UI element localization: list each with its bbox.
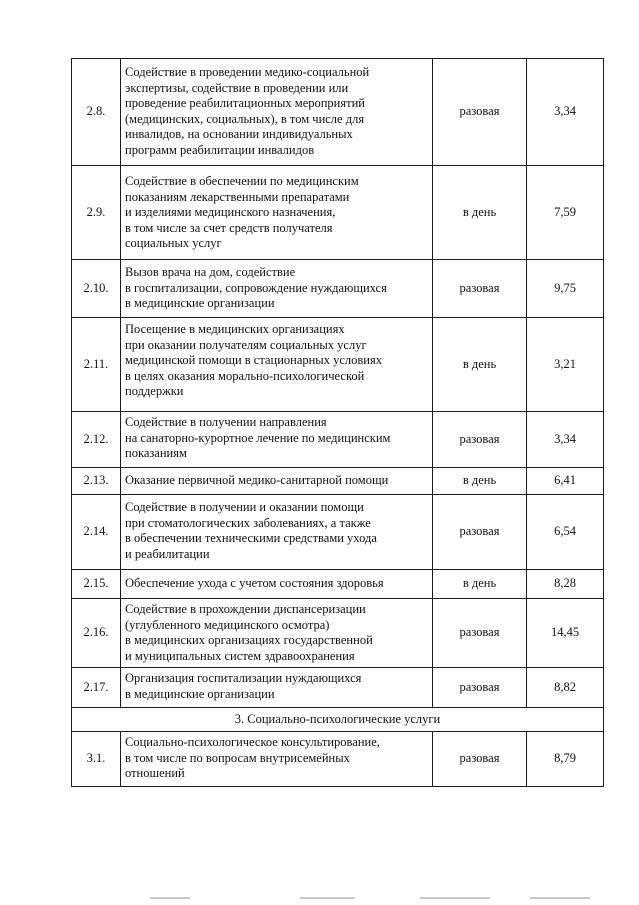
service-number: 2.17. (72, 668, 121, 708)
service-name-line: Содействие в обеспечении по медицинским (125, 174, 359, 188)
service-number: 2.8. (72, 59, 121, 166)
service-name-line: показаниям (125, 446, 187, 460)
service-price: 14,45 (527, 599, 604, 668)
service-name-line: программ реабилитации инвалидов (125, 142, 315, 157)
scan-edge-marks (0, 893, 639, 905)
service-price: 3,21 (527, 318, 604, 412)
service-name-line: в том числе за счет средств получателя (125, 220, 333, 235)
service-name-line: при оказании получателям социальных услуг (125, 337, 367, 352)
service-name-line: проведение реабилитационных мероприятий (125, 96, 365, 110)
service-number: 2.11. (72, 318, 121, 412)
service-name (121, 732, 433, 787)
service-name (121, 570, 433, 599)
service-number: 2.13. (72, 468, 121, 495)
service-name-line: Содействие в получении направления (125, 415, 327, 429)
service-name-line: медицинской помощи в стационарных условиях (125, 353, 382, 367)
service-name-line: Оказание первичной медико-санитарной помощи (125, 473, 389, 487)
service-name-line: отношений (125, 766, 185, 780)
service-name-line: и муниципальных систем здравоохранения (125, 648, 355, 663)
service-price: 9,75 (527, 260, 604, 318)
table-row (72, 318, 604, 412)
table-row (72, 570, 604, 599)
service-name-line: в медицинские организации (125, 686, 275, 701)
service-number: 2.9. (72, 166, 121, 260)
service-name (121, 495, 433, 570)
service-frequency: разовая (433, 260, 527, 318)
table-row (72, 166, 604, 260)
service-name-line: Содействие в проведении медико-социальной (125, 65, 370, 79)
service-name-line: (медицинских, социальных), в том числе для (125, 111, 365, 126)
service-name-line: Содействие в прохождении диспансеризации (125, 602, 366, 616)
service-name-line: поддержки (125, 384, 184, 398)
service-number: 2.16. (72, 599, 121, 668)
service-price: 6,54 (527, 495, 604, 570)
service-name (121, 468, 433, 495)
service-name-line: при стоматологических заболеваниях, а также (125, 515, 371, 530)
service-name-line: инвалидов, на основании индивидуальных (125, 127, 353, 141)
table-row (72, 495, 604, 570)
service-name-line: (углубленного медицинского осмотра) (125, 617, 330, 632)
service-price: 3,34 (527, 412, 604, 468)
service-name-line: показаниям лекарственными препаратами (125, 189, 350, 204)
service-name-line: и реабилитации (125, 546, 210, 561)
service-name-line: на санаторно-курортное лечение по медицинским (125, 430, 391, 445)
service-frequency: разовая (433, 732, 527, 787)
section-header-row (72, 708, 604, 732)
service-price: 8,79 (527, 732, 604, 787)
service-frequency: разовая (433, 412, 527, 468)
service-name-line: в обеспечении техническими средствами ухода (125, 531, 377, 545)
service-number: 3.1. (72, 732, 121, 787)
service-name (121, 59, 433, 166)
service-name-line: Вызов врача на дом, содействие (125, 265, 296, 279)
service-name (121, 668, 433, 708)
services-table (71, 58, 604, 787)
service-price: 8,82 (527, 668, 604, 708)
table-row (72, 468, 604, 495)
service-price: 8,28 (527, 570, 604, 599)
service-frequency: разовая (433, 59, 527, 166)
service-name-line: в том числе по вопросам внутрисемейных (125, 750, 350, 765)
service-frequency: разовая (433, 495, 527, 570)
service-name (121, 412, 433, 468)
table-row (72, 668, 604, 708)
services-table-body (72, 59, 604, 787)
service-price: 3,34 (527, 59, 604, 166)
service-frequency: в день (433, 166, 527, 260)
service-price: 6,41 (527, 468, 604, 495)
service-frequency: в день (433, 318, 527, 412)
service-frequency: разовая (433, 599, 527, 668)
table-row (72, 732, 604, 787)
service-name-line: в медицинских организациях государственной (125, 633, 373, 647)
service-name-line: и изделиями медицинского назначения, (125, 205, 336, 219)
table-row (72, 260, 604, 318)
service-name-line: Посещение в медицинских организациях (125, 322, 345, 336)
service-name (121, 599, 433, 668)
service-number: 2.14. (72, 495, 121, 570)
service-price: 7,59 (527, 166, 604, 260)
service-name (121, 166, 433, 260)
service-name-line: Организация госпитализации нуждающихся (125, 671, 362, 685)
table-row (72, 59, 604, 166)
service-frequency: разовая (433, 668, 527, 708)
service-name-line: в госпитализации, сопровождение нуждающихся (125, 280, 387, 295)
service-frequency: в день (433, 570, 527, 599)
service-name-line: в целях оказания морально-психологической (125, 368, 365, 383)
service-frequency: в день (433, 468, 527, 495)
service-number: 2.12. (72, 412, 121, 468)
section-title: 3. Социально-психологические услуги (72, 708, 604, 732)
service-name-line: Обеспечение ухода с учетом состояния здоровья (125, 576, 384, 590)
table-row (72, 412, 604, 468)
service-name (121, 260, 433, 318)
service-name-line: Социально-психологическое консультирование, (125, 735, 380, 749)
service-name-line: социальных услуг (125, 236, 222, 250)
service-name-line: Содействие в получении и оказании помощи (125, 500, 364, 514)
table-row (72, 599, 604, 668)
service-name-line: в медицинские организации (125, 296, 275, 310)
service-name-line: экспертизы, содействие в проведении или (125, 80, 349, 95)
service-name (121, 318, 433, 412)
service-number: 2.10. (72, 260, 121, 318)
service-number: 2.15. (72, 570, 121, 599)
